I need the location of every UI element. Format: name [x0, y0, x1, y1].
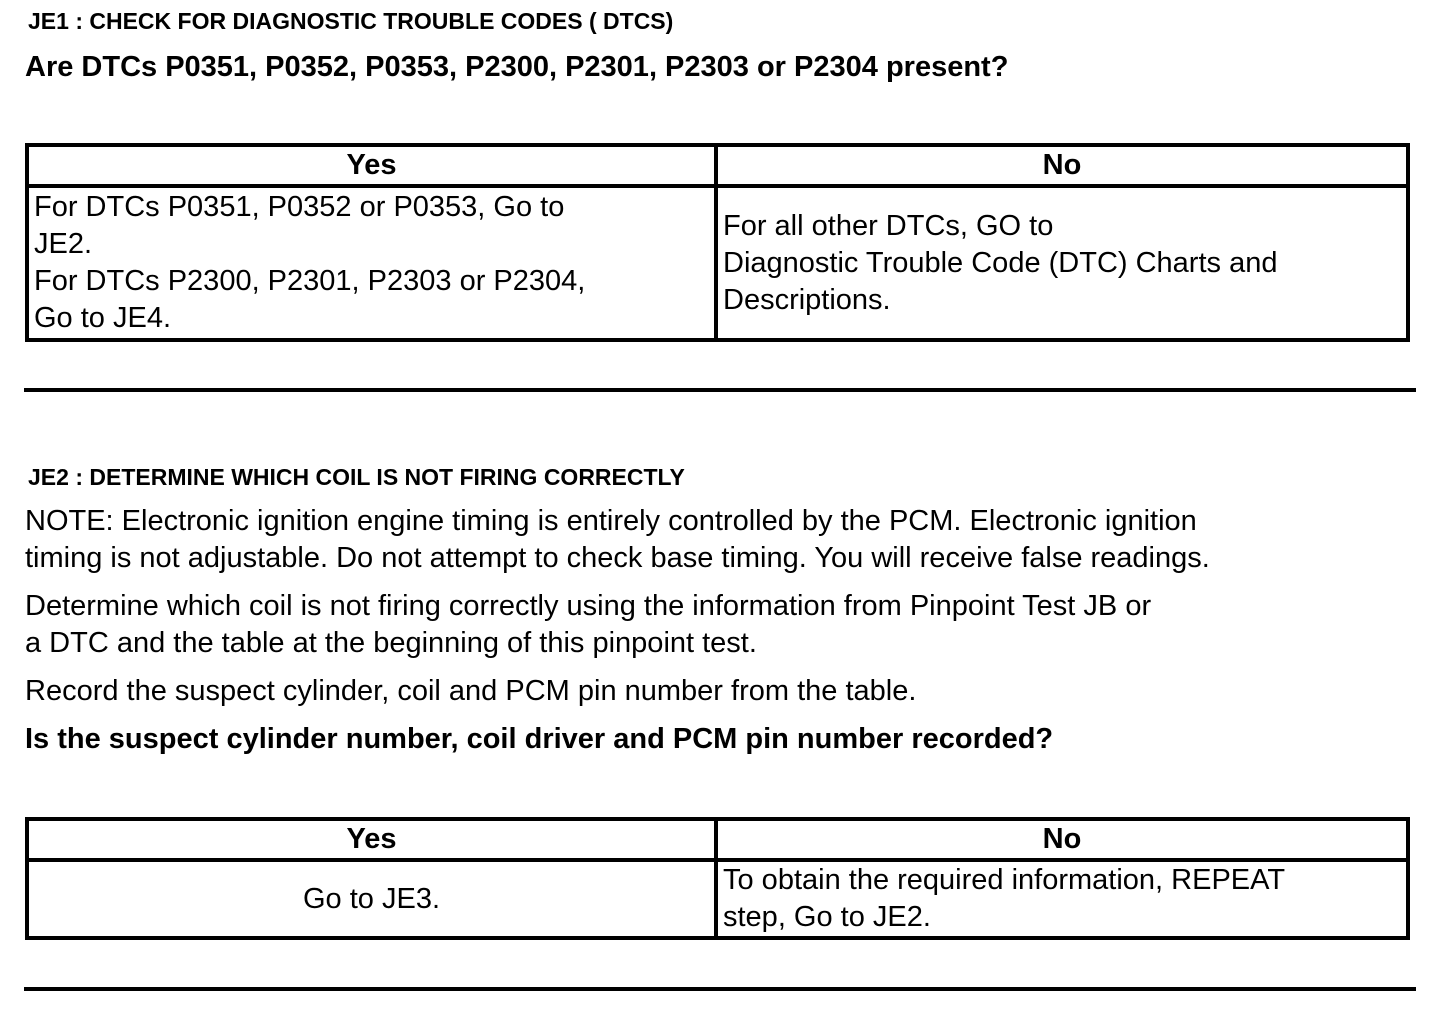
- je2-determine-line-2: a DTC and the table at the beginning of this pinpoint test.: [25, 627, 757, 659]
- je2-question: Is the suspect cylinder number, coil driver and PCM pin number recorded?: [25, 723, 1054, 755]
- section-divider-1: [24, 388, 1416, 392]
- je2-yes-no-table: [25, 817, 1410, 940]
- je1-yes-no-table: [25, 143, 1410, 342]
- je2-table-body-row: [27, 860, 1408, 938]
- je1-yes-line-4: Go to JE4.: [34, 302, 172, 334]
- je1-yes-line-1: For DTCs P0351, P0352 or P0353, Go to: [34, 191, 565, 223]
- je1-no-line-3: Descriptions.: [723, 283, 891, 316]
- je2-note: [25, 503, 1210, 577]
- je2-heading: JE2 : DETERMINE WHICH COIL IS NOT FIRING CORRECTLY: [28, 464, 685, 490]
- je1-yes-line-3: For DTCs P2300, P2301, P2303 or P2304,: [34, 265, 586, 297]
- je2-yes-cell: Go to JE3.: [27, 860, 716, 938]
- je2-determine-paragraph: [25, 588, 1151, 662]
- je1-yes-cell: [27, 186, 716, 340]
- section-divider-2: [24, 987, 1416, 991]
- je1-table-header-row: [27, 145, 1408, 186]
- je2-record-paragraph: Record the suspect cylinder, coil and PCM pin number from the table.: [25, 675, 917, 707]
- je1-no-line-2: Diagnostic Trouble Code (DTC) Charts and: [723, 246, 1278, 279]
- je2-no-line-1: To obtain the required information, REPEAT: [723, 864, 1286, 896]
- je1-no-line-1: For all other DTCs, GO to: [723, 209, 1054, 242]
- je1-yes-header: Yes: [27, 145, 716, 186]
- je2-no-line-2: step, Go to JE2.: [723, 901, 931, 933]
- je2-note-line-1: NOTE: Electronic ignition engine timing is entirely controlled by the PCM. Electronic ignition: [25, 505, 1197, 537]
- je1-yes-line-2: JE2.: [34, 228, 93, 260]
- je1-question: Are DTCs P0351, P0352, P0353, P2300, P2301, P2303 or P2304 present?: [25, 51, 1009, 83]
- je2-table-header-row: [27, 819, 1408, 860]
- je2-yes-header: Yes: [27, 819, 716, 860]
- je1-no-cell: [716, 186, 1408, 340]
- je1-table-body-row: [27, 186, 1408, 340]
- je2-no-header: No: [716, 819, 1408, 860]
- je2-determine-line-1: Determine which coil is not firing correctly using the information from Pinpoint Test JB or: [25, 590, 1152, 622]
- je1-no-header: No: [716, 145, 1408, 186]
- je2-note-line-2: timing is not adjustable. Do not attempt to check base timing. You will receive false readings.: [25, 542, 1210, 574]
- je1-heading: JE1 : CHECK FOR DIAGNOSTIC TROUBLE CODES ( DTCS): [28, 8, 674, 34]
- je2-no-cell: [716, 860, 1408, 938]
